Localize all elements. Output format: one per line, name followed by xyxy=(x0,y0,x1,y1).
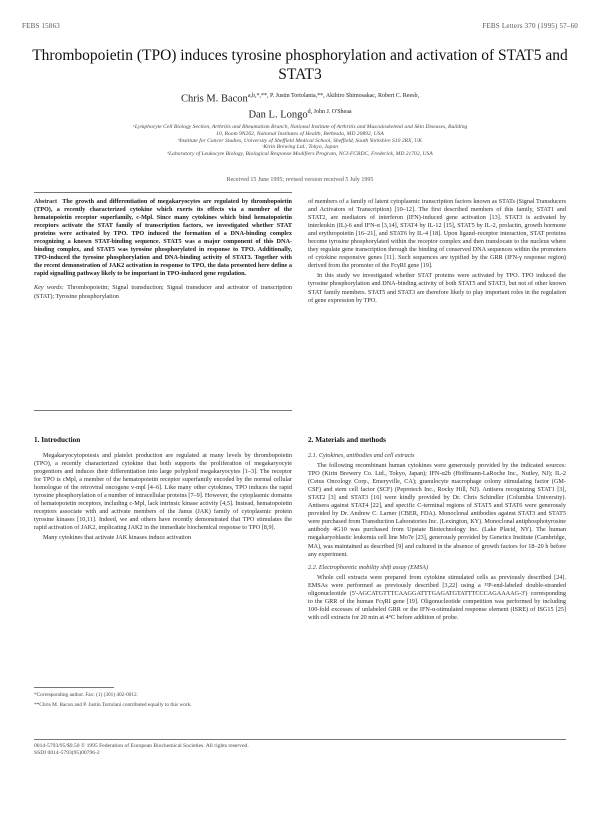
methods-heading: 2. Materials and methods xyxy=(308,436,386,444)
keywords-label: Key words: xyxy=(34,284,64,292)
author-oshea: d, John J. O'Shea xyxy=(307,108,349,115)
ssdi-line: SSDI 0014-5793(95)00796-2 xyxy=(34,750,100,756)
abstract-text: The growth and differentiation of megakaryocytes are regulated by thrombopoietin (TPO), a recently characterized cytokine which exerts its effects via a member of the hematopoietin receptor superfamily, c-Mpl. Since many cytokines which bind hematopoietin receptors activate the STAT family of transcription factors, we investigated whether STAT proteins were activated by TPO. TPO induced the formation of a DNA-binding complex recognizing a known STAT-binding sequence. STAT5 was a major component of this DNA-binding complex, and STAT5 was tyrosine phosphorylated in response to TPO. Additionally, TPO-induced the tyrosine phosphorylation and DNA-binding activity of STAT3. Together with the recent demonstration of JAK2 activation in response to TPO, the data presented here define a rapid signalling pathway likely to be important in TPO-induced gene regulation. xyxy=(34,198,292,278)
journal-citation: FEBS Letters 370 (1995) 57–60 xyxy=(482,22,578,30)
abstract-block xyxy=(34,198,292,303)
introduction-body xyxy=(34,452,292,545)
introduction-heading: 1. Introduction xyxy=(34,436,81,444)
copyright-line: 0014-5793/95/$9.50 © 1995 Federation of European Biochemical Societies. All rights reserved. xyxy=(34,743,249,749)
footnote-corresponding: *Corresponding author. Fax: (1) (301) 402-0012. xyxy=(34,692,139,698)
abstract-top-rule xyxy=(34,192,292,193)
copyright-block xyxy=(34,743,566,757)
author-tortolani-affil: a,**, Akihiro Shimosaka xyxy=(312,93,373,99)
methods-paragraph-1: The following recombinant human cytokines were generously provided by the indicated sources: TPO (Kirin Brewery Co. Ltd., Tokyo, Japan); IFN-α2b (Hoffmann-LaRoche Inc., Nutley, NJ); IL-2 (Cetus Oncology Corp., Emeryville, CA); granulocyte macrophage colony stimulating factor (GM-CSF) and stem cell factor (SCF) (Peprotech Inc., Rocky Hill, NJ). Antisera recognizing STAT1 [3], STAT2 [3] and STAT3 [16] were kindly provided by Dr. Chris Schindler (Columbia University). Antisera against STAT4 [22], and specific C-terminal regions of STAT5 and STAT6 were generously provided by Dr. Andrew C. Larner (CBER, FDA). Monoclonal antibodies against STAT3 and STAT5 were purchased from Transduction Laboratories Inc. (Lexington, KY). Monoclonal antiphosphotyrosine antibody 4G10 was purchased from Upstate Biotechnology Inc. (Lake Placid, NY). The human megakaryoblastic leukemia cell line Mo7e [23], generously provided by Genetics Institute (Cambridge, MA), was maintained as described [9] and cultured in the absence of growth factors for 18–20 h before any experiment. xyxy=(308,462,566,558)
introduction-paragraph-2: Many cytokines that activate JAK kinases induce activation xyxy=(43,534,191,542)
author-bacon-affil: a,b,*,**, P. Justin Tortolani xyxy=(247,93,313,99)
author-rees-affil: b, xyxy=(414,93,419,99)
journal-code: FEBS 15863 xyxy=(22,22,60,30)
footnote-equal-contribution: **Chris M. Bacon and P. Justin Tortolani contributed equally to this work. xyxy=(34,701,192,708)
methods-subsection-2-heading: 2.2. Electrophoretic mobility shift assay (EMSA) xyxy=(308,563,429,571)
footnotes xyxy=(34,692,292,708)
right-paragraph-2: In this study we investigated whether STAT proteins were activated by TPO. TPO induced the tyrosine phosphorylation and DNA-binding activity of both STAT5 and STAT3, but not of other known STAT family members. STAT5 and STAT3 are therefore likely to play important roles in the regulation of gene expression by TPO. xyxy=(308,272,566,304)
received-dates: Received 15 June 1995; revised version received 5 July 1995 xyxy=(226,177,374,183)
author-longo: Dan L. Longo xyxy=(248,109,308,120)
affiliation-c: ᶜKirin Brewing Ltd., Tokyo, Japan xyxy=(261,144,339,151)
right-paragraph-1: of members of a family of latent cytoplasmic transcription factors known as STATs (Signal Transducers and Activators of Transcription) [10–12]. The first described members of this family, STAT1 and STAT2, are mediators of interferon (IFN)-induced gene activation [13]. STAT3 is activated by interleukin (IL)-6 and IFN-α [3,14], STAT4 by IL-12 [15], STAT5 by IL-2, prolactin, growth hormone and erythropoietin [16–21], and STAT6 by IL-4 [18]. Upon ligand–receptor interaction, STAT proteins become tyrosine phosphorylated within the receptor complex and then translocate to the nucleus where they regulate gene transcription through the binding of conserved DNA sequences within the promoters of cytokine responsive genes [11]. Such sequences are typified by the GRR (IFN-γ response region) derived from the promoter of the FcγRI gene [19]. xyxy=(308,198,566,270)
keywords-text: Thrombopoietin; Signal transduction; Signal transducer and activator of transcription (STAT); Tyrosine phosphorylation xyxy=(34,284,292,300)
affiliation-a2: 10, Room 9N262, National Institutes of Health, Bethesda, MD 20892, USA xyxy=(216,130,384,137)
methods-body xyxy=(308,452,566,624)
affiliation-a1: ᵃLymphocyte Cell Biology Section, Arthritis and Rheumatism Branch, National Institute of Arthritis and Musculoskeletal and Skin Diseases, Building xyxy=(132,124,468,130)
article-title: Thrombopoietin (TPO) induces tyrosine phosphorylation and activation of STAT5 and STAT3 xyxy=(32,47,568,83)
author-list xyxy=(40,90,560,121)
author-shimosaka-affil: c, Robert C. Rees xyxy=(372,93,415,99)
author-line-1 xyxy=(40,90,560,106)
methods-subsection-1-heading: 2.1. Cytokines, antibodies and cell extracts xyxy=(308,452,415,459)
methods-paragraph-2: Whole cell extracts were prepared from cytokine stimulated cells as previously described [24]. EMSAs were performed as previously described [3,22] using a ³²P-end-labeled double-stranded oligonucleotide (5'-AGCATGTTTCAAGGATTTGAGATGTATTTCCCAGAAAAG-3') corresponding to the GRR of the human FcγRI gene [19]. Oligonucleotide competition was performed by including 100-fold excesses of unlabeled GRR or the IFN-α-stimulated response element (ISRE) of ISG15 [25] with cell extracts for 20 min at 4°C before addition of probe. xyxy=(308,573,566,621)
abstract-label: Abstract xyxy=(34,198,58,205)
affiliation-d: ᵈLaboratory of Leukocyte Biology, Biological Response Modifiers Program, NCI-FCRDC, Frederick, MD 21702, USA xyxy=(167,151,433,158)
introduction-paragraph-1: Megakaryocytopoiesis and platelet production are regulated at many levels by thrombopoietin (TPO), a recently characterized cytokine that both supports the proliferation of megakaryocyte progenitors and induces their differentiation into large polyploid megakaryocytes [1–3]. The receptor for TPO is cMpl, a member of the hematopoietin receptor superfamily encoded by the normal cellular homologue of the retroviral oncogene v-mpl [4–6]. Like many other cytokines, TPO induces the rapid tyrosine phosphorylation of a number of intracellular proteins [7–9]. However, the cytoplasmic domains of hematopoietin receptors, including c-Mpl, lack intrinsic kinase activity [4,5]. Instead, hematopoietin receptors associate with and activate members of the Janus (JAK) family of cytoplasmic protein tyrosine kinases [10,11]. Indeed, we and others have recently demonstrated that TPO stimulates the rapid activation of JAK2, implicating JAK2 in the immediate biochemical response to TPO [8,9]. xyxy=(34,452,292,532)
bottom-rule xyxy=(34,739,566,740)
right-intro-continuation xyxy=(308,198,566,307)
abstract-bottom-rule xyxy=(34,410,292,411)
affiliations xyxy=(44,124,556,158)
author-oshea-affil: a xyxy=(348,108,352,115)
footnote-rule xyxy=(34,687,114,688)
author-line-2 xyxy=(40,106,560,122)
affiliation-b: ᵇInstitute for Cancer Studies, University of Sheffield Medical School, Sheffield, South Yorkshire S10 2RX, UK xyxy=(177,137,423,144)
author-bacon: Chris M. Bacon xyxy=(181,93,248,105)
